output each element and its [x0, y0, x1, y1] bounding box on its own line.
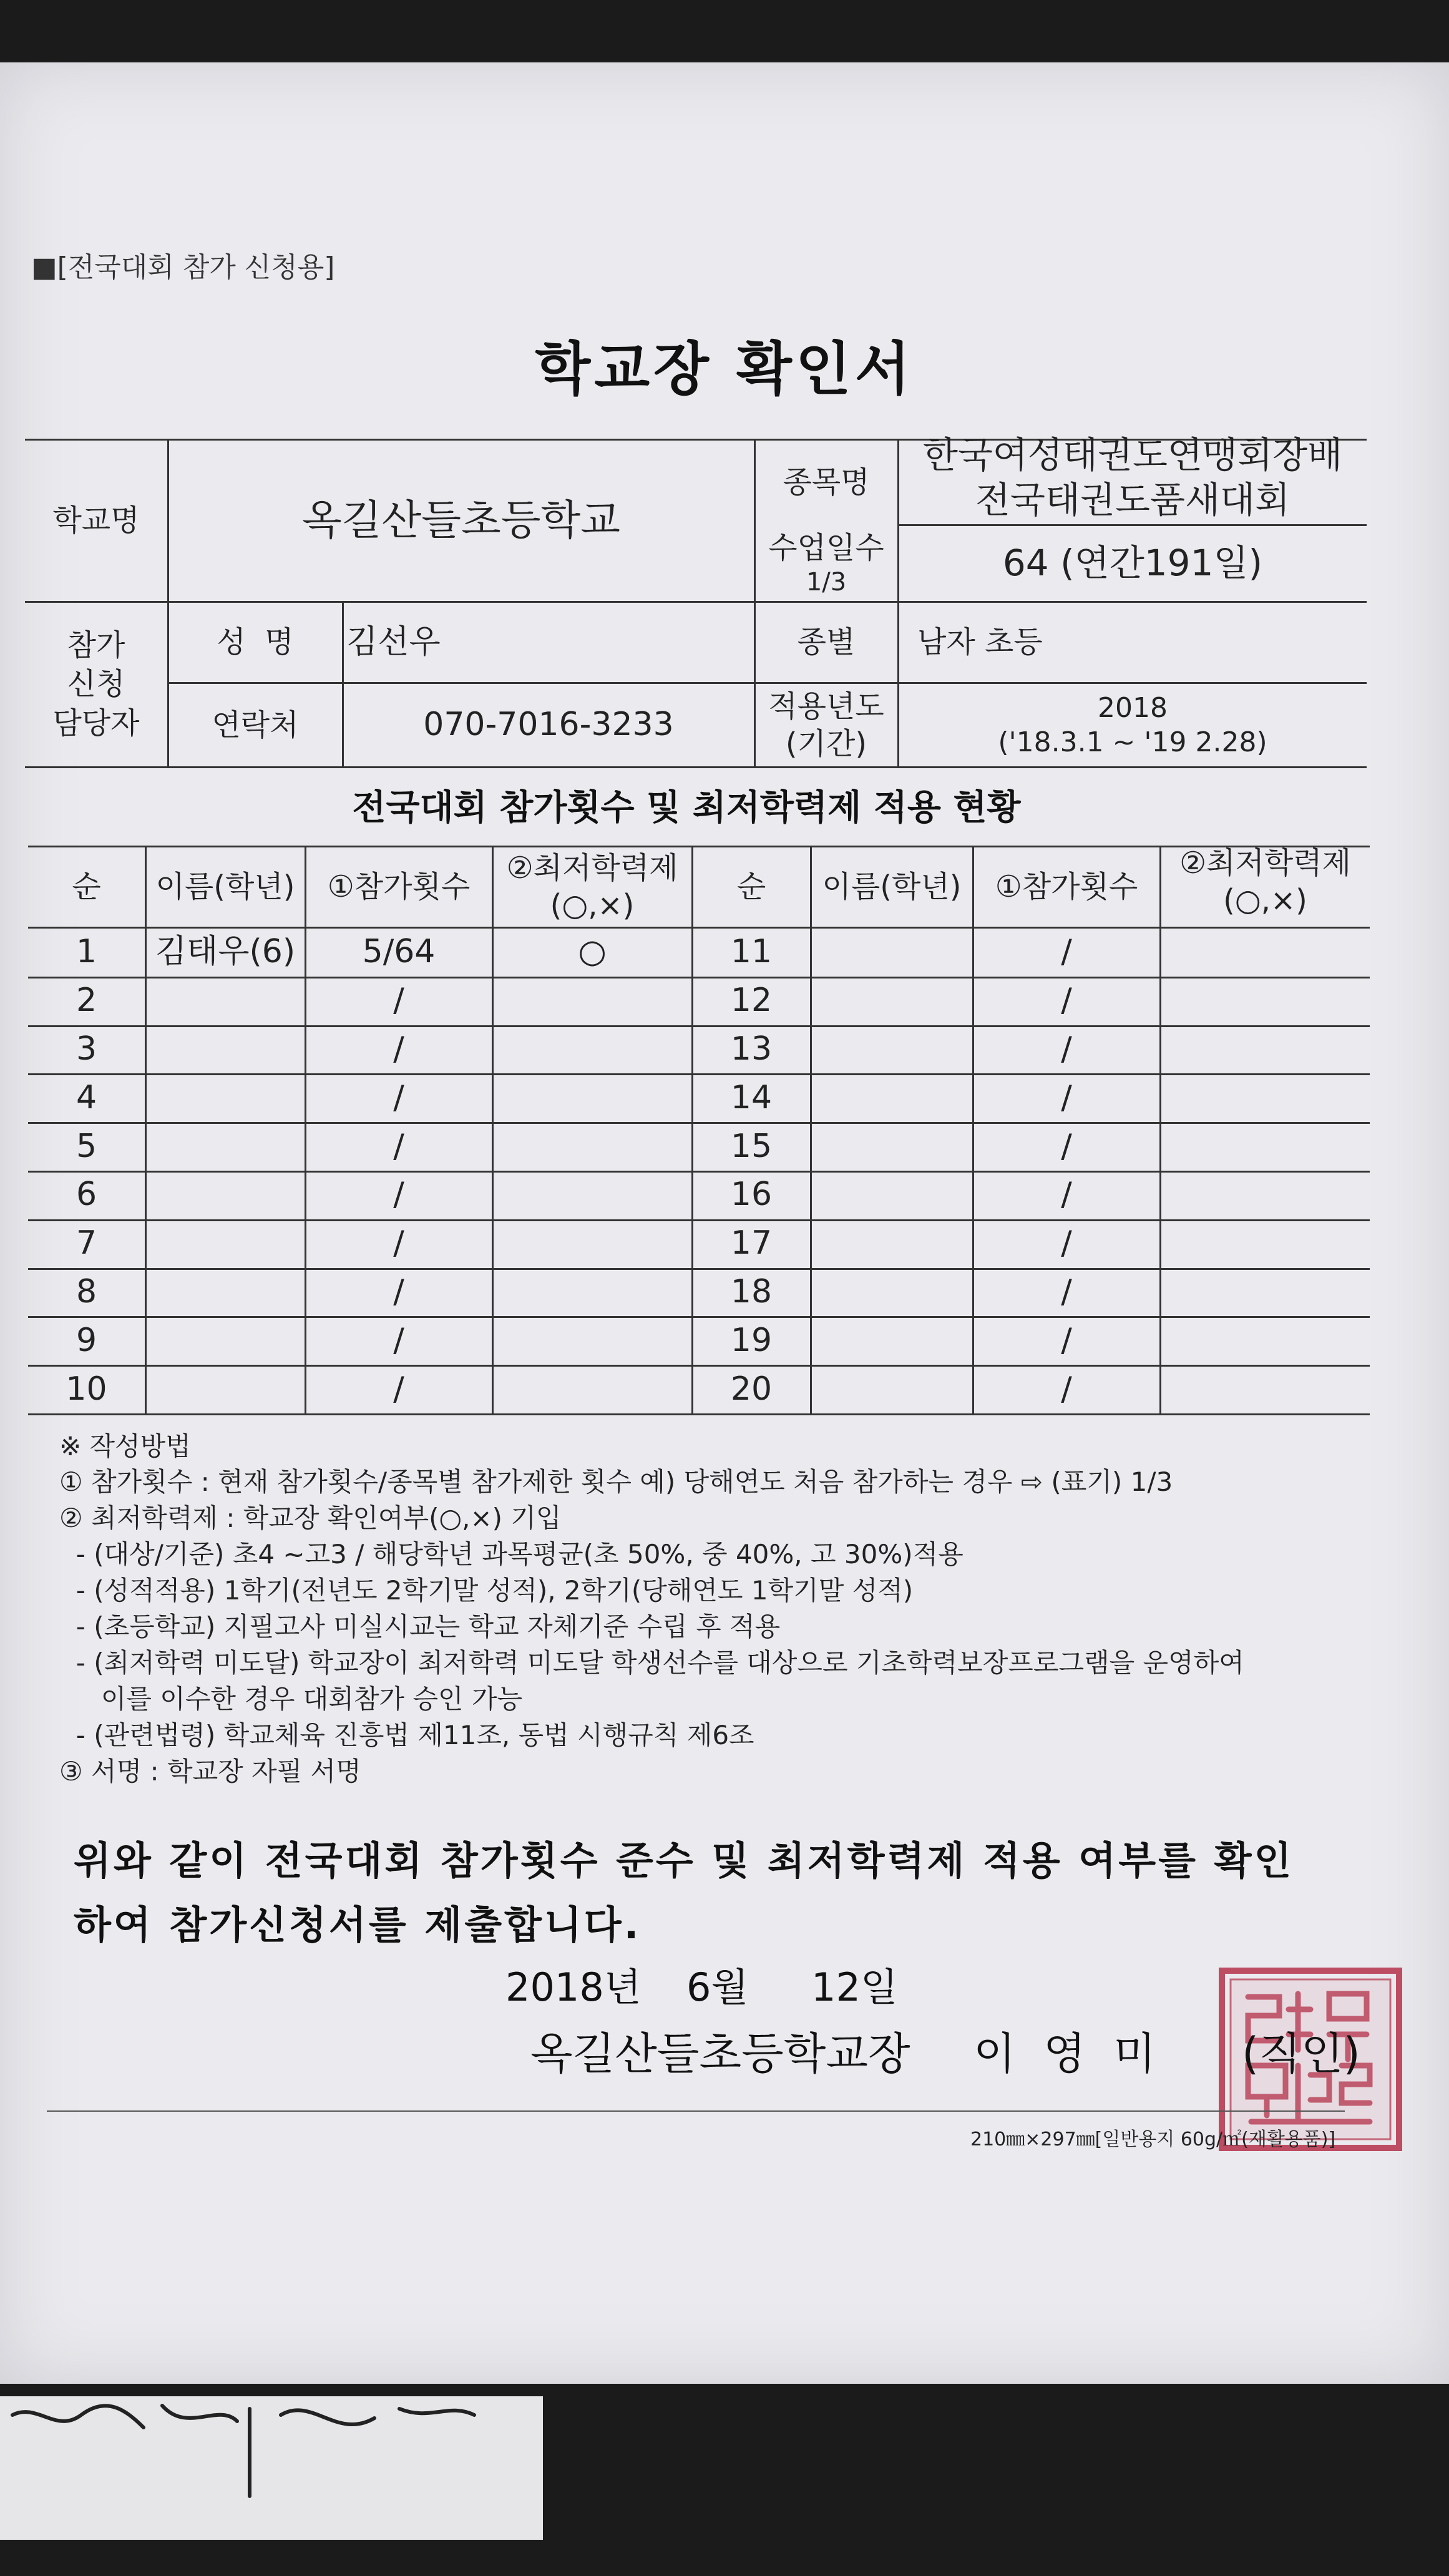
- class-days-value: 64 (연간191일): [1002, 542, 1263, 585]
- year-label-line1: 적용년도: [768, 688, 884, 724]
- row-no-right: 18: [730, 1272, 773, 1310]
- row-academic-left: [493, 1316, 691, 1365]
- instruction-line: - (관련법령) 학교체육 진흥법 제11조, 동법 시행규칙 제6조: [59, 1720, 754, 1750]
- row-no-right: 15: [730, 1127, 773, 1165]
- row-name-right: [811, 1365, 972, 1413]
- header-academic-left-line1: ②최저학력제: [506, 851, 678, 886]
- row-academic-right: [1161, 1073, 1370, 1122]
- row-divider: [28, 1413, 1370, 1415]
- date-year: 2018년: [505, 1964, 642, 2010]
- row-academic-right: [1161, 1268, 1370, 1317]
- row-count-left: /: [393, 1030, 404, 1068]
- class-days-label-line2: 1/3: [806, 567, 847, 597]
- row-name-right: [811, 1171, 972, 1219]
- row-name-right: [811, 1219, 972, 1268]
- row-name-left: [146, 1268, 305, 1317]
- header-count-left: ①참가횟수: [327, 869, 471, 904]
- row-no-right: 14: [730, 1078, 773, 1116]
- name-value: 김선우: [346, 623, 441, 661]
- row-count-left: /: [393, 1078, 404, 1116]
- manager-label: [25, 602, 167, 766]
- principal-name: 이 영 미: [973, 2028, 1156, 2079]
- seal-note: (직인): [1242, 2028, 1360, 2079]
- row-academic-right: [1161, 1122, 1370, 1171]
- row-no-right: 16: [730, 1176, 773, 1214]
- row-count-right: /: [1061, 1030, 1072, 1068]
- principal-school: 옥길산들초등학교장: [530, 2028, 910, 2079]
- row-count-right: /: [1061, 1321, 1072, 1359]
- manager-label-line3: 담당자: [52, 705, 140, 741]
- status-title: 전국대회 참가횟수 및 최저학력제 적용 현황: [352, 788, 1021, 828]
- row-no-left: 2: [76, 982, 97, 1020]
- row-name-right: [811, 1073, 972, 1122]
- row-count-right: /: [1061, 933, 1072, 971]
- row-academic-right: [1161, 1171, 1370, 1219]
- row-academic-left: [493, 1073, 691, 1122]
- row-count-left: /: [393, 1127, 404, 1165]
- header-count-right: ①참가횟수: [995, 869, 1138, 904]
- school-label: 학교명: [52, 503, 140, 538]
- header-academic-right-line1: ②최저학력제: [1179, 845, 1351, 881]
- header-name-left: 이름(학년): [155, 869, 295, 904]
- header-name-right: 이름(학년): [822, 869, 962, 904]
- name-label: 성 명: [217, 625, 294, 660]
- contact-label: 연락처: [212, 707, 299, 743]
- class-days-label: [755, 525, 897, 601]
- row-academic-left: [493, 1122, 691, 1171]
- handwriting-icon: [0, 2396, 543, 2540]
- instruction-line: ※ 작성방법: [59, 1431, 191, 1461]
- event-value: [899, 431, 1367, 524]
- row-name-left: [146, 1171, 305, 1219]
- declaration-line1: 위와 같이 전국대회 참가횟수 준수 및 최저학력제 적용 여부를 확인: [74, 1838, 1294, 1883]
- header-academic-right-line2: (○,×): [1223, 882, 1307, 918]
- gender-label: 종별: [797, 625, 856, 660]
- row-name-left: [146, 1073, 305, 1122]
- row-no-right: 12: [730, 982, 773, 1020]
- row-academic-right: [1161, 1316, 1370, 1365]
- row-academic-right: [1161, 1365, 1370, 1413]
- row-academic-left: [493, 977, 691, 1025]
- row-academic-right: [1161, 977, 1370, 1025]
- year-label: [755, 683, 897, 766]
- row-count-right: /: [1061, 1078, 1072, 1116]
- row-count-right: /: [1061, 1370, 1072, 1408]
- row-academic-right: [1161, 928, 1370, 977]
- header-academic-left-line2: (○,×): [550, 888, 635, 923]
- row-count-left: /: [393, 1224, 404, 1262]
- manager-label-line2: 신청: [67, 666, 125, 702]
- row-count-left: /: [393, 1272, 404, 1310]
- row-name-right: [811, 1268, 972, 1317]
- row-no-right: 19: [730, 1321, 773, 1359]
- row-no-left: 7: [76, 1224, 97, 1262]
- row-no-left: 4: [76, 1078, 97, 1116]
- date-day: 12일: [811, 1964, 898, 2010]
- row-no-left: 9: [76, 1321, 97, 1359]
- row-academic-left: [493, 1025, 691, 1074]
- row-name-left: [146, 977, 305, 1025]
- row-academic-left: [493, 1171, 691, 1219]
- row-name-left: [146, 1365, 305, 1413]
- row-name-right: [811, 1025, 972, 1074]
- row-no-right: 11: [730, 933, 773, 971]
- row-no-left: 3: [76, 1030, 97, 1068]
- row-no-left: 10: [66, 1370, 107, 1408]
- row-academic-left: [493, 1219, 691, 1268]
- row-no-right: 17: [730, 1224, 773, 1262]
- row-name-left: [146, 1316, 305, 1365]
- row-name-right: [811, 977, 972, 1025]
- row-name-right: [811, 928, 972, 977]
- year-label-line2: (기간): [785, 726, 867, 761]
- row-count-left: /: [393, 982, 404, 1020]
- header-academic-right: [1161, 836, 1370, 927]
- row-no-left: 6: [76, 1176, 97, 1214]
- header-academic-left: [493, 847, 691, 927]
- header-no-right: 순: [736, 869, 766, 904]
- row-academic-right: [1161, 1219, 1370, 1268]
- header-note: ■[전국대회 참가 신청용]: [31, 251, 335, 283]
- declaration-line2: 하여 참가신청서를 제출합니다.: [74, 1902, 642, 1948]
- header-no-left: 순: [72, 869, 101, 904]
- instruction-line: - (초등학교) 지필고사 미실시교는 학교 자체기준 수립 후 적용: [59, 1611, 781, 1642]
- row-count-left: /: [393, 1370, 404, 1408]
- instruction-line: - (대상/기준) 초4 ~고3 / 해당학년 과목평균(초 50%, 중 40%, 고 30%)적용: [59, 1539, 964, 1569]
- row-no-left: 8: [76, 1272, 97, 1310]
- gender-value: 남자 초등: [917, 625, 1043, 660]
- row-no-right: 13: [730, 1030, 773, 1068]
- row-count-right: /: [1061, 982, 1072, 1020]
- row-no-left: 5: [76, 1127, 97, 1165]
- handwritten-slip: [0, 2396, 543, 2540]
- contact-value: 070-7016-3233: [423, 706, 674, 743]
- row-name-left: [146, 1025, 305, 1074]
- instruction-line: ③ 서명 : 학교장 자필 서명: [59, 1756, 361, 1787]
- row-name-left: [146, 1219, 305, 1268]
- year-value-line2: ('18.3.1 ~ '19 2.28): [998, 726, 1267, 758]
- school-value: 옥길산들초등학교: [301, 495, 621, 544]
- event-value-line2: 전국태권도품새대회: [975, 479, 1290, 521]
- document-title: 학교장 확인서: [535, 336, 914, 402]
- row-count-left: /: [393, 1321, 404, 1359]
- row-count-right: /: [1061, 1176, 1072, 1214]
- row-count-right: /: [1061, 1272, 1072, 1310]
- row-academic-right: [1161, 1025, 1370, 1074]
- instruction-line: - (최저학력 미도달) 학교장이 최저학력 미도달 학생선수를 대상으로 기초학력보장프로그램을 운영하여: [59, 1647, 1244, 1678]
- row-no-left: 1: [76, 933, 97, 971]
- instruction-line: 이를 이수한 경우 대회참가 승인 가능: [59, 1684, 523, 1714]
- row-count-left: 5/64: [362, 933, 436, 971]
- row-academic-left: [493, 1268, 691, 1317]
- footer-divider: [47, 2110, 1345, 2112]
- row-count-right: /: [1061, 1127, 1072, 1165]
- manager-label-line1: 참가: [67, 627, 125, 663]
- year-value: [899, 683, 1367, 766]
- row-name-right: [811, 1122, 972, 1171]
- class-days-label-line1: 수업일수: [768, 530, 884, 565]
- row-name-left: 김태우(6): [155, 933, 296, 971]
- year-value-line1: 2018: [1098, 691, 1168, 724]
- row-academic-left: ○: [578, 933, 607, 971]
- event-label: 종목명: [783, 464, 870, 500]
- instruction-line: ① 참가횟수 : 현재 참가횟수/종목별 참가제한 횟수 예) 당해연도 처음 참가하는 경우 ⇨ (표기) 1/3: [59, 1466, 1173, 1497]
- row-count-right: /: [1061, 1224, 1072, 1262]
- row-count-left: /: [393, 1176, 404, 1214]
- footer-paper-spec: 210㎜×297㎜[일반용지 60g/㎡(재활용품)]: [970, 2129, 1336, 2150]
- event-value-line1: 한국여성태권도연맹회장배: [922, 433, 1343, 476]
- instruction-line: - (성적적용) 1학기(전년도 2학기말 성적), 2학기(당해연도 1학기말 성적): [59, 1575, 914, 1606]
- date-month: 6월: [686, 1964, 749, 2010]
- row-name-right: [811, 1316, 972, 1365]
- row-no-right: 20: [730, 1370, 773, 1408]
- row-academic-left: [493, 1365, 691, 1413]
- row-name-left: [146, 1122, 305, 1171]
- instruction-line: ② 최저학력제 : 학교장 확인여부(○,×) 기입: [59, 1503, 562, 1533]
